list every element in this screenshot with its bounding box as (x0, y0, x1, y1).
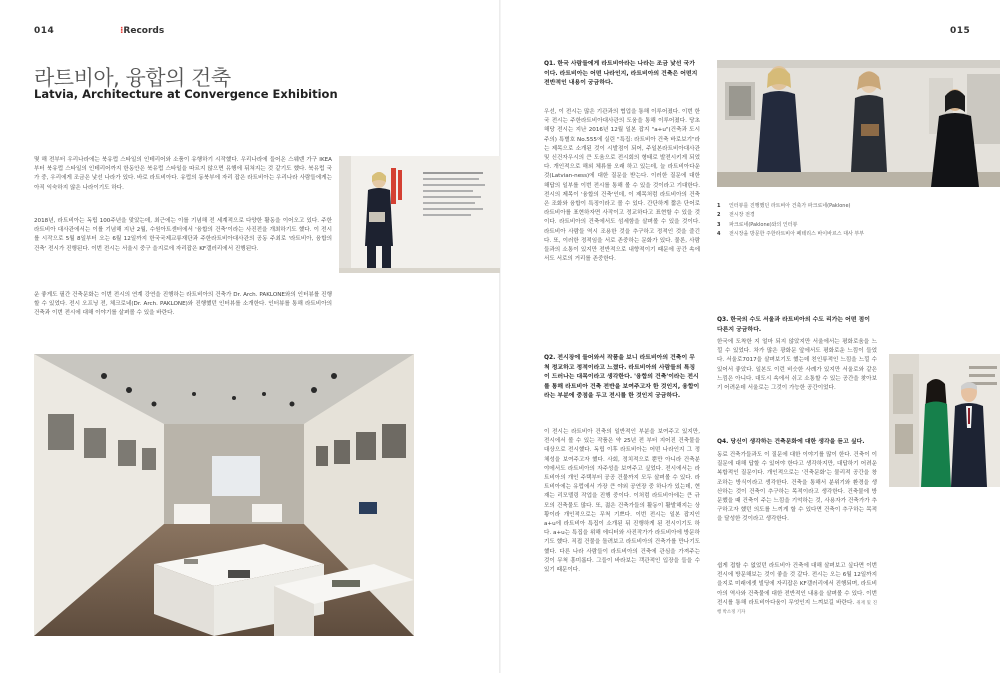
section-label: Records (123, 26, 165, 36)
intro-paragraph-2: 2018년, 라트비아는 독립 100주년을 맞았는데, 최근에는 이를 기념해 전 세계적으로 다양한 활동을 이어오고 있다. 주한라트비아 대사관에서는 이를 기념해 지난 2월, 수원아트센터에서 '융합의 건축'이라는 사진전을 개최하기도 했다. 이 전시를 시작으로 5월 8일부터 오는 6월 12일까지 한국국제교류재단과 주한라트비아대사관의 공동 주최로 '라트비아, 융합의 건축' 전시가 진행된다. 이번 전시는 서울시 중구 을지로에 자리잡은 KF갤러리에서 진행된다. (34, 218, 332, 252)
intro-paragraph-1: 몇 해 전부터 우리나라에는 북유럽 스타일의 인테리어와 소품이 유행하기 시작했다. 우리나라에 들어온 스웨덴 가구 IKEA부터 북유럽 스타일의 인테리어까지 한동안은 북유럽 스타일을 따르지 않으면 유행에 뒤쳐지는 것 같기도 했다. 북유럽 국가 중, 우리에게 조금은 낯선 나라가 있다. 바로 라트비아다. 유럽의 동북부에 자리 잡은 라트비아는 우리나라 사람들에게는 아직 익숙하지 않은 나라이기도 하다. (34, 157, 332, 191)
article-title-korean: 라트비아, 융합의 건축 (34, 66, 231, 90)
photo-exhibition-hall (34, 354, 414, 636)
caption-item: 4 전시장을 방문한 주한라트비아 페테리스 바이바르스 대사 부부 (717, 231, 865, 238)
intro-paragraph-3: 운 좋게도 필간 건축문화는 이번 전시의 연계 강연을 진행하는 라트비아의 건축가 Dr. Arch. PAKLONE와의 인터뷰를 진행할 수 있었다. 전시 오프닝 전, 체크로네(Dr. Arch. PAKLONE)와 진행했던 인터뷰를 소개한다. 인터뷰를 통해 라트비아의 건축과 이번 전시에 대해 이야기를 살펴볼 수 있을 바란다. (34, 292, 332, 317)
caption-item: 2 전시장 전경 (717, 212, 755, 219)
section-tag (120, 26, 164, 36)
caption-list (717, 202, 897, 240)
question-1: Q1. 한국 사람들에게 라트비아라는 나라는 조금 낯선 국가이다. 라트비아는 어떤 나라인지, 라트비아의 건축은 어떤지 전반적인 내용이 궁금하다. (544, 61, 698, 87)
section-marker: ⁝ (120, 26, 124, 36)
article-title-english: Latvia, Architecture at Convergence Exhibition (34, 87, 338, 101)
question-2: Q2. 전시장에 들어와서 작품을 보니 라트비아의 건축이 무척 정교하고 정적이라고 느꼈다. 라트비아의 사람들의 특징이 드러나는 대목이라고 생각한다. '융합의 건축'이라는 전시를 통해 라트비아 건축 전반을 보여주고자 한 것인지, 융합이라는 부분에 중점을 두고 전시를 한 것인지 궁금하다. (544, 355, 700, 400)
right-page-number: 015 (950, 26, 971, 36)
photo-ambassador-couple (889, 354, 1000, 487)
question-4: Q4. 당신이 생각하는 건축문화에 대한 생각을 듣고 싶다. (717, 439, 865, 445)
photo-interview (717, 60, 1000, 187)
left-page-number: 014 (34, 26, 55, 36)
photo-architect-portrait (339, 156, 500, 273)
spread-gutter (499, 0, 501, 673)
caption-item: 3 파크로네(Paklone)와의 인터뷰 (717, 221, 798, 228)
closing-paragraph: 쉽게 접할 수 없었던 라트비아 건축에 대해 살펴보고 싶다면 이번 전시에 방문해보는 것이 좋을 것 같다. 전시는 오는 6월 12일까지 을지로 미래에셋 빌딩에 자리잡은 KF갤러리에서 진행되며, 라트비아의 역사와 건축물에 대한 전반적인 내용을 살펴볼 수 있다. 이번 전시를 통해 라트비아다움이 무엇인지 느껴보길 바란다. 취재 및 진행 박소정 기자 (717, 563, 877, 616)
answer-4: 동료 건축가들과도 이 질문에 대한 이야기를 많이 한다. 건축이 이 질문에 대해 답할 수 있어야 한다고 생각하지만, 대답하기 어려운 복합적인 질문이다. 개인적으로는 '건축문화'는 물리적 공간을 창조하는 방식이라고 생각한다. 건축을 통해서 분위기와 환경을 생산하는 것이 건축이 추구하는 목적이라고 생각한다. 건축물에 방문했을 때 건축이 주는 느낌을 기억하는 것, 사용자가 건축가가 추구하고자 했던 의도를 느끼게 할 수 있다면 건축이 추구하는 목적을 달성한 것이라고 생각한다. (717, 452, 877, 523)
answer-3: 한국에 도착한 지 얼마 되지 않았지만 서울에서는 평화로움을 느낄 수 있었다. 차가 많은 광화문 앞에서도 평화로운 느낌이 들었다. 서울로7017을 살펴보기도 했는데 친인류적인 느낌을 느낄 수 있어서 좋았다. 일본도 이런 비슷한 사례가 있지만 서울로와 같은 느낌은 아니다. 대도시 속에서 쉬고 소통할 수 있는 공간을 찾아보기 어려운데 서울로는 그것이 가능한 공간이었다. (717, 339, 877, 392)
answer-2: 이 전시는 라트비아 건축의 일반적인 부분을 보여주고 있지만, 전시에서 볼 수 있는 작품은 약 25년 전 부터 지어진 건축물을 대상으로 전시했다. 독립 이후 라트비아는 어떤 나라인지 그 정체성을 보여주고자 했다. 사회, 정치적으로 뿐만 아니라 건축분야에서도 라트비아의 자주성을 보여주고 싶었다. 전시에서는 라트비아의 개인 주택부터 공공 건물까지 모두 살펴볼 수 있다. 라트비아에는 유럽에서 가장 큰 야외 공연장 중 하나가 있는데, 현재는 리모델링 작업을 진행 중이다. 이처럼 라트비아에는 큰 규모의 건축물도 많다. 또, 젊은 건축가들의 활동이 활발해지는 상황이라 개인적으로는 무척 기쁘다. 이번 전시는 일본 잡지인 a+u에 라트비아 특집이 소개된 뒤 진행하게 된 전시이기도 하다. a+u는 특집을 위해 에디터와 사진작가가 라트비아에 방문하기도 했다. 직접 건물을 돌려보고 라트비아의 건축가를 만나기도 했다. 다른 나라 사람들이 라트비아의 건축에 관심을 가져주는 것이 무척 흥미롭다. 그들이 바라보는 객관적인 입장을 들을 수 있기 때문이다. (544, 429, 700, 574)
writer-credit: 취재 및 진행 박소정 기자 (717, 600, 877, 616)
caption-item: 1 인터뷰를 진행했던 라트비아 건축가 파크로네(Paklone) (717, 203, 851, 209)
question-3: Q3. 한국의 수도 서울과 라트비아의 수도 리가는 어떤 점이 다른지 궁금하다. (717, 317, 870, 333)
answer-1: 우선, 이 전시는 많은 기관과의 협업을 통해 이루어졌다. 이번 한국 전시는 주한라트비아대사관의 도움을 통해 이루어졌다. 당초 해당 전시는 지난 2016년 12월 일본 잡지 "a+u"(건축과 도시주의) 특별호 No.555에 실린 "특집: 라트비아 건축 바로보기"라는 제목으로 소개된 것이 시발점이 되어, 주일본라트비아대사관 및 신건자우시의 큰 도움으로 전시회의 형태로 발전시키게 되었다. 개인적으로 해외 체류를 오래 하고 있는데, 늘 라트비아다운 것(Latvian-ness)에 대한 질문을 받는다. 이러한 질문에 대한 해답의 일부를 이번 전시를 통해 볼 수 있을 것이라고 기대한다. 전시의 제목이 '융합의 건축'인데, 이 제목처럼 라트비아의 건축은 조화와 융합이 특징이라고 볼 수 있다. 간단하게 짧은 단어로 라트비아를 표현하자면 사작이고 정교하다고 표현할 수 있을 것이다. 라트비아의 건축에서도 섬세함을 살펴볼 수 있을 것이다. 라트비아 사람들 역시 조용한 것을 추구하고 정적인 것을 즐긴다. 또, 이러한 정적임을 서로 존중하는 문화가 있다. 물론, 사람들과의 소통이 있지만 전반적으로 내향적이기 때문에 공간 속에서도 서로의 거리를 존중한다. (544, 109, 700, 263)
